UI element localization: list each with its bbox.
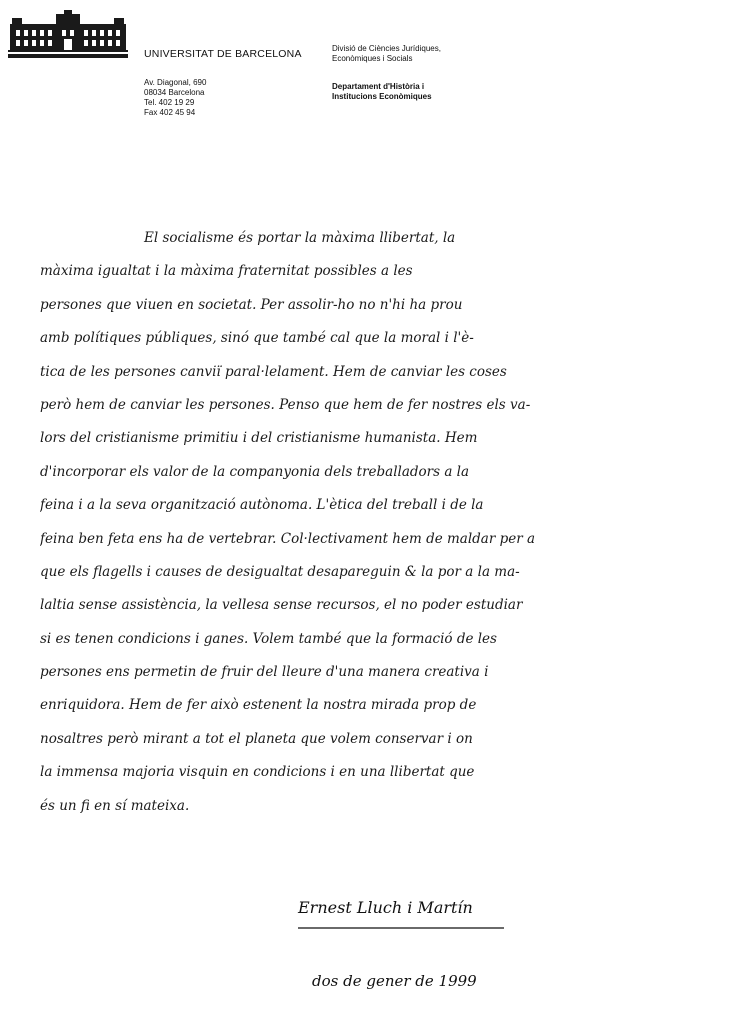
letter-line: amb polítiques públiques, sinó que també cal que la moral i l'è- [40,330,474,347]
address-block [144,78,206,118]
letter-line: que els flagells i causes de desigualtat desapareguin & la por a la ma- [40,563,520,580]
letter-line: laltia sense assistència, la vellesa sense recursos, el no poder estudiar [40,597,523,614]
letter-line: màxima igualtat i la màxima fraternitat possibles a les [40,263,413,280]
division-line: Econòmiques i Socials [332,54,413,63]
university-building-icon [8,10,128,60]
university-name: UNIVERSITAT DE BARCELONA [144,48,302,60]
letter-line: si es tenen condicions i ganes. Volem també que la formació de les [40,630,497,647]
letter-line: enriquidora. Hem de fer això estenent la nostra mirada prop de [40,697,477,714]
letter-line: lors del cristianisme primitiu i del cristianisme humanista. Hem [40,430,478,447]
address-line: Av. Diagonal, 690 [144,78,207,87]
letterhead [0,0,730,140]
letter-line: nosaltres però mirant a tot el planeta que volem conservar i on [40,730,473,747]
signature: Ernest Lluch i Martín [298,898,473,917]
letter-line: és un fi en sí mateixa. [40,797,190,814]
signature-underline [298,927,504,929]
division-line: Divisió de Ciències Jurídiques, [332,44,441,53]
letter-line: tica de les persones canviï paral·lelament. Hem de canviar les coses [40,363,507,380]
letter-line: persones ens permetin de fruir del lleure d'una manera creativa i [40,664,489,681]
letter-line: d'incorporar els valor de la companyonia dels treballadors a la [40,463,470,480]
letter-date: dos de gener de 1999 [312,972,477,990]
letter-line: feina i a la seva organització autònoma. L'ètica del treball i de la [40,497,484,514]
department-line: Institucions Econòmiques [332,92,432,101]
letter-line: feina ben feta ens ha de vertebrar. Col·lectivament hem de maldar per a [40,530,536,547]
letter-body [40,222,690,823]
letter-line: però hem de canviar les persones. Penso que hem de fer nostres els va- [40,396,531,413]
letter-line: persones que viuen en societat. Per assolir-ho no n'hi ha prou [40,296,463,313]
fax-line: Fax 402 45 94 [144,108,196,117]
phone-line: Tel. 402 19 29 [144,98,195,107]
letter-line: El socialisme és portar la màxima llibertat, la [144,230,456,246]
department-line: Departament d'Història i [332,82,425,91]
division-block [332,44,441,64]
department-block [332,82,432,102]
letter-line: la immensa majoria visquin en condicions i en una llibertat que [40,764,475,781]
address-line: 08034 Barcelona [144,88,205,97]
